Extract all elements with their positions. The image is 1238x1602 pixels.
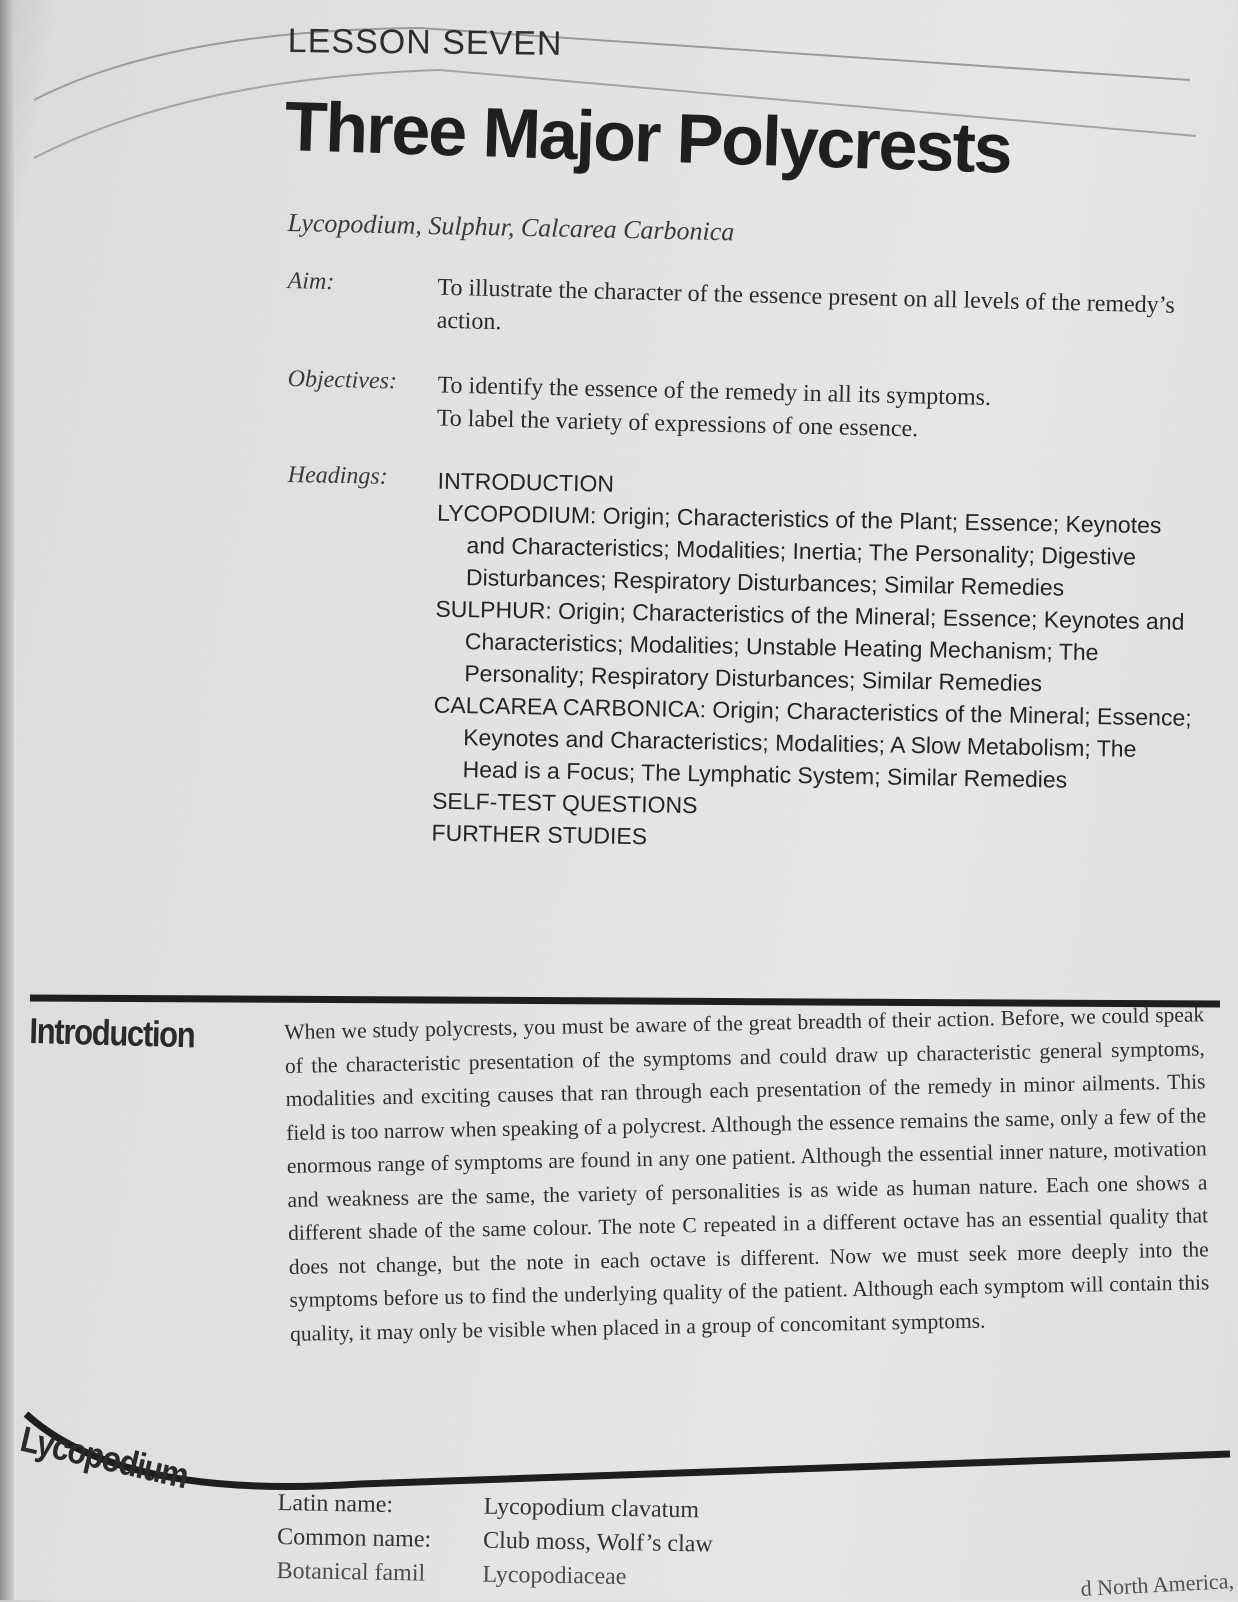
heading-item: CALCAREA CARBONICA: Origin; Characteristics of the Mineral; Essence; Keynotes and Characteristics; Modalities; A Slow Metabolism; The Head is a Focus; The Lymphatic System; Similar Remedies — [433, 691, 1192, 793]
fact-value: Club moss, Wolf’s claw — [482, 1527, 713, 1558]
lycopodium-facts — [276, 1490, 713, 1600]
introduction-heading: Introduction — [28, 1010, 196, 1056]
headings-label: Headings: — [287, 462, 388, 490]
header-arc-upper — [34, 28, 1190, 100]
heading-item: INTRODUCTION — [437, 467, 615, 497]
objective-item: To identify the essence of the remedy in all its symptoms. — [437, 372, 992, 411]
heading-item: FURTHER STUDIES — [431, 819, 648, 850]
cut-off-text: d North America, — [1080, 1567, 1235, 1601]
lycopodium-heading: Lycopodium — [16, 1418, 192, 1497]
fact-key: Latin name: — [277, 1490, 394, 1519]
heading-item: LYCOPODIUM: Origin; Characteristics of the Plant; Essence; Keynotes and Characteristics; Modalities; Inertia; The Personality; Digestive Disturbances; Respiratory Disturbances; Similar Remedies — [436, 499, 1162, 601]
introduction-paragraph: When we study polycrests, you must be aware of the great breadth of their action. Before, we could speak of the characteristic presentation of the symptoms and could draw up characteristic general symptoms, modalities and exciting causes that ran through each presentation of the remedy in minor ailments. This field is too narrow when speaking of a polycrest. Although the essence remains the same, only a few of the enormous range of symptoms are found in any one patient. Although the essential inner nature, motivation and weakness are the same, the variety of personalities is as wide as human nature. Each one shows a different shade of the same colour. The note C repeated in a different octave has an essential quality that does not change, but the note in each octave is different. Now we must seek more deeply into the symptoms before us to find the underlying quality of the patient. Although each symptom will contain this quality, it may only be visible when placed in a group of concomitant symptoms. — [284, 1002, 1210, 1346]
aim-label: Aim: — [287, 268, 335, 296]
subtitle: Lycopodium, Sulphur, Calcarea Carbonica — [287, 208, 735, 247]
lycopodium-rule — [26, 1414, 1230, 1487]
objective-item: To label the variety of expressions of one essence. — [436, 405, 919, 443]
fact-key: Botanical famil — [276, 1557, 426, 1587]
lesson-label: LESSON SEVEN — [287, 22, 563, 63]
heading-item: SULPHUR: Origin; Characteristics of the Mineral; Essence; Keynotes and Characteristics; Modalities; Unstable Heating Mechanism; The Personality; Respiratory Disturbances; Similar Remedies — [435, 595, 1185, 697]
fact-value: Lycopodiaceae — [482, 1561, 627, 1591]
aim-text: To illustrate the character of the essence present on all levels of the remedy’s action. — [436, 274, 1176, 336]
fact-value: Lycopodium clavatum — [483, 1493, 700, 1524]
fact-key: Common name: — [276, 1523, 432, 1553]
page-title: Three Major Polycrests — [283, 86, 1012, 188]
heading-item: SELF-TEST QUESTIONS — [431, 787, 698, 819]
objectives-label: Objectives: — [287, 366, 398, 395]
headings-list — [431, 465, 1198, 862]
